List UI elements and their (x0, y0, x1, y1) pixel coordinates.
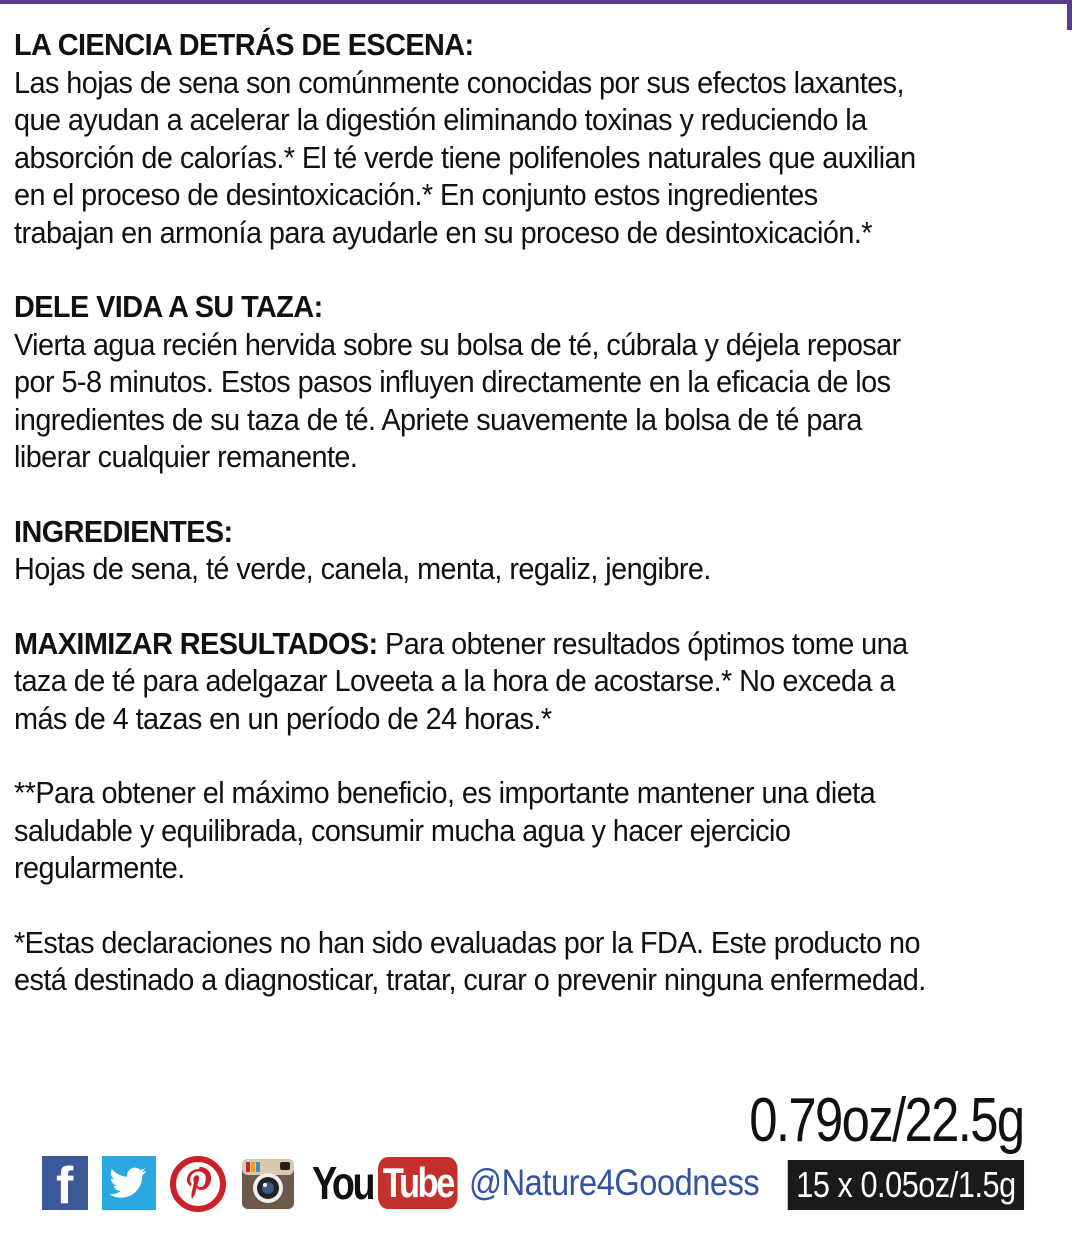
social-bar (42, 1152, 799, 1214)
ingredients-heading: INGREDIENTES: (14, 513, 233, 549)
disclaimer-line: está destinado a diagnosticar, tratar, curar o prevenir ninguna enfermedad. (14, 962, 926, 997)
science-section (14, 26, 1054, 251)
brew-line: liberar cualquier remanente. (14, 439, 358, 474)
youtube-tube: Tube (378, 1157, 458, 1209)
science-line: absorción de calorías.* El té verde tiene polifenoles naturales que auxilian (14, 139, 916, 175)
twitter-bird (102, 1156, 156, 1210)
science-line: que ayudan a acelerar la digestión eliminando toxinas y reduciendo la (14, 102, 867, 137)
science-line: trabajan en armonía para ayudarle en su proceso de desintoxicación.* (14, 214, 872, 250)
instagram-camera (240, 1156, 296, 1212)
top-border (0, 0, 1072, 4)
maximize-line: Para obtener resultados óptimos tome una (377, 625, 908, 661)
brew-line: por 5-8 minutos. Estos pasos influyen directamente en la eficacia de los (14, 364, 891, 399)
disclaimer-section (14, 924, 1054, 999)
pinterest-icon[interactable] (170, 1156, 226, 1210)
instagram-icon[interactable] (240, 1156, 296, 1210)
social-handle[interactable]: @Nature4Goodness (469, 1162, 760, 1203)
facebook-glyph: f (56, 1157, 74, 1215)
note-line: regularmente. (14, 850, 185, 885)
maximize-heading: MAXIMIZAR RESULTADOS: (14, 625, 378, 661)
youtube-logo[interactable] (312, 1156, 475, 1210)
right-border (1067, 0, 1072, 30)
maximize-line: taza de té para adelgazar Loveeta a la hora de acostarse.* No exceda a (14, 663, 895, 698)
maximize-line: más de 4 tazas en un período de 24 horas.* (14, 700, 552, 736)
brew-heading: DELE VIDA A SU TAZA: (14, 289, 323, 324)
note-line: **Para obtener el máximo beneficio, es importante mantener una dieta (14, 775, 876, 810)
brew-line: ingredientes de su taza de té. Apriete suavemente la bolsa de té para (14, 401, 862, 437)
science-heading: LA CIENCIA DETRÁS DE ESCENA: (14, 27, 474, 62)
ingredients-list: Hojas de sena, té verde, canela, menta, regaliz, jengibre. (14, 551, 711, 586)
science-line: en el proceso de desintoxicación.* En conjunto estos ingredientes (14, 177, 818, 212)
brew-section (14, 288, 1054, 476)
note-line: saludable y equilibrada, consumir mucha agua y hacer ejercicio (14, 812, 791, 848)
twitter-icon[interactable] (102, 1156, 156, 1210)
brew-line: Vierta agua recién hervida sobre su bolsa de té, cúbrala y déjela reposar (14, 326, 901, 362)
maximize-section (14, 625, 1054, 738)
label-text (14, 26, 1054, 1036)
science-line: Las hojas de sena son comúnmente conocidas por sus efectos laxantes, (14, 64, 904, 100)
pack-weight: 15 x 0.05oz/1.5g (788, 1160, 1024, 1210)
facebook-icon[interactable] (42, 1156, 88, 1215)
ingredients-section (14, 513, 1054, 588)
note-section (14, 774, 1054, 887)
pinterest-mark (170, 1156, 226, 1212)
net-weight: 0.79oz/22.5g (749, 1086, 1024, 1155)
disclaimer-line: *Estas declaraciones no han sido evaluadas por la FDA. Este producto no (14, 924, 920, 960)
youtube-you: You (312, 1157, 374, 1209)
